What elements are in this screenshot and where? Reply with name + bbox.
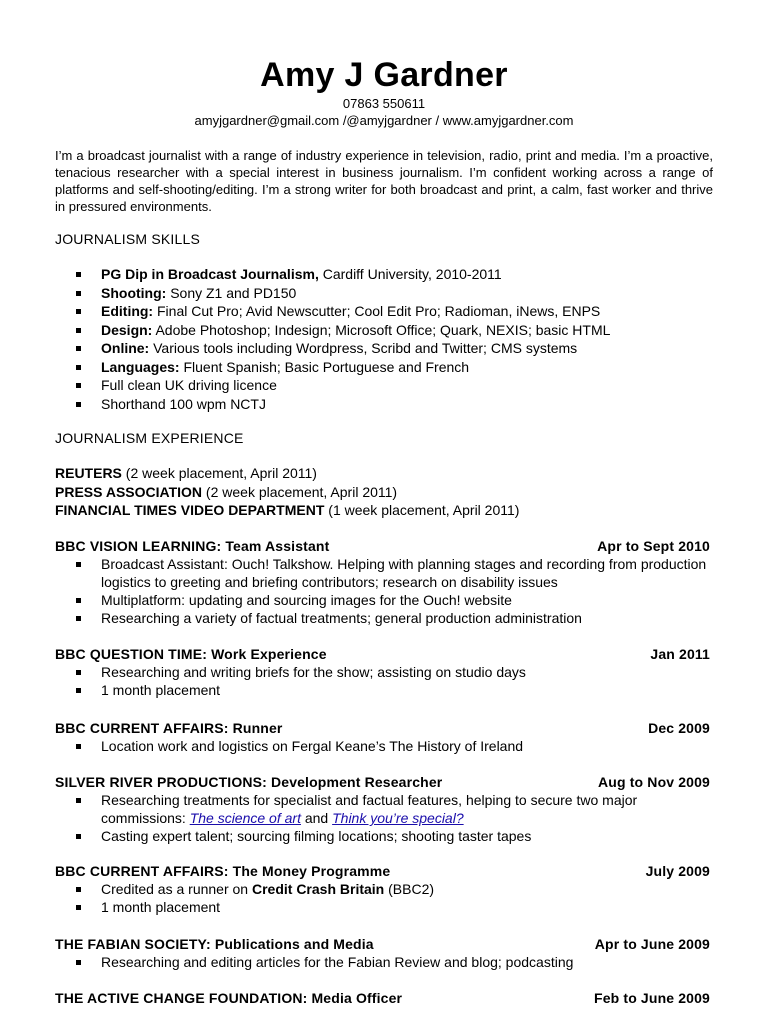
placements-list — [55, 464, 519, 520]
job-bullet: Researching a variety of factual treatments; general production administration — [55, 609, 710, 627]
job-header — [55, 773, 710, 791]
job-entry — [55, 645, 710, 699]
job-title: THE FABIAN SOCIETY: Publications and Media — [55, 936, 374, 952]
job-title: SILVER RIVER PRODUCTIONS: Development Researcher — [55, 774, 443, 790]
placement-item: REUTERS (2 week placement, April 2011) — [55, 465, 317, 481]
job-title: BBC QUESTION TIME: Work Experience — [55, 646, 327, 662]
job-header — [55, 537, 710, 555]
job-entry — [55, 719, 710, 755]
skill-item: Editing: Final Cut Pro; Avid Newscutter; Cool Edit Pro; Radioman, iNews, ENPS — [55, 302, 610, 321]
job-bullets — [55, 880, 710, 916]
candidate-name: Amy J Gardner — [260, 56, 508, 94]
link-think-youre-special[interactable]: Think you’re special? — [332, 810, 464, 826]
job-bullet: Casting expert talent; sourcing filming locations; shooting taster tapes — [55, 827, 710, 845]
placement-item: FINANCIAL TIMES VIDEO DEPARTMENT (1 week placement, April 2011) — [55, 502, 520, 518]
profile-summary: I’m a broadcast journalist with a range of industry experience in television, radio, print and media. I’m a proactive, tenacious researcher with a special interest in business journalism. I’m confident working across a range of platforms and self-shooting/editing. I’m a strong writer for both broadcast and print, a calm, fast worker and thrive in pressured environments. — [55, 148, 713, 214]
job-bullet: Researching and editing articles for the Fabian Review and blog; podcasting — [55, 953, 710, 971]
skills-heading: JOURNALISM SKILLS — [55, 231, 200, 247]
skill-item: Shorthand 100 wpm NCTJ — [55, 395, 610, 414]
skill-item: Online: Various tools including Wordpress, Scribd and Twitter; CMS systems — [55, 339, 610, 358]
link-science-of-art[interactable]: The science of art — [189, 810, 301, 826]
job-header — [55, 862, 710, 880]
job-entry — [55, 862, 710, 916]
job-bullet: 1 month placement — [55, 681, 710, 699]
job-date: Apr to Sept 2010 — [597, 538, 710, 554]
job-header — [55, 719, 710, 737]
job-bullet: Broadcast Assistant: Ouch! Talkshow. Helping with planning stages and recording from production logistics to greeting and briefing contributors; research on disability issues — [55, 555, 710, 591]
job-bullet: Researching and writing briefs for the show; assisting on studio days — [55, 663, 710, 681]
job-title: BBC CURRENT AFFAIRS: The Money Programme — [55, 863, 391, 879]
job-date: Dec 2009 — [648, 720, 710, 736]
job-entry — [55, 935, 710, 971]
job-entry — [55, 989, 710, 1007]
job-bullet: 1 month placement — [55, 898, 710, 916]
job-bullets — [55, 737, 710, 755]
job-entry — [55, 773, 710, 845]
job-header — [55, 989, 710, 1007]
skill-item: PG Dip in Broadcast Journalism, Cardiff University, 2010-2011 — [55, 265, 610, 284]
job-header — [55, 935, 710, 953]
skills-list — [55, 265, 610, 413]
job-date: Feb to June 2009 — [594, 990, 710, 1006]
job-bullets — [55, 953, 710, 971]
job-title: BBC VISION LEARNING: Team Assistant — [55, 538, 330, 554]
job-title: BBC CURRENT AFFAIRS: Runner — [55, 720, 283, 736]
contact-line: amyjgardner@gmail.com /@amyjgardner / www.amyjgardner.com — [194, 113, 574, 128]
job-bullets — [55, 663, 710, 699]
job-bullet: Multiplatform: updating and sourcing images for the Ouch! website — [55, 591, 710, 609]
skill-item: Design: Adobe Photoshop; Indesign; Microsoft Office; Quark, NEXIS; basic HTML — [55, 321, 610, 340]
skill-item: Full clean UK driving licence — [55, 376, 610, 395]
job-bullet: Researching treatments for specialist and factual features, helping to secure two major commissions: The science of art and Think you’re special? — [55, 791, 710, 827]
job-bullets — [55, 791, 710, 845]
job-header — [55, 645, 710, 663]
experience-heading: JOURNALISM EXPERIENCE — [55, 430, 244, 446]
job-date: Jan 2011 — [650, 646, 710, 662]
placement-item: PRESS ASSOCIATION (2 week placement, April 2011) — [55, 483, 398, 500]
job-bullets — [55, 555, 710, 627]
job-date: July 2009 — [645, 863, 710, 879]
job-entry — [55, 537, 710, 627]
job-date: Aug to Nov 2009 — [598, 774, 710, 790]
job-bullet: Location work and logistics on Fergal Keane’s The History of Ireland — [55, 737, 710, 755]
skill-item: Languages: Fluent Spanish; Basic Portuguese and French — [55, 358, 610, 377]
job-date: Apr to June 2009 — [594, 936, 710, 952]
job-title: THE ACTIVE CHANGE FOUNDATION: Media Officer — [55, 990, 403, 1006]
phone-number: 07863 550611 — [342, 96, 426, 111]
skill-item: Shooting: Sony Z1 and PD150 — [55, 284, 610, 303]
job-bullet: Credited as a runner on Credit Crash Britain (BBC2) — [55, 880, 710, 898]
